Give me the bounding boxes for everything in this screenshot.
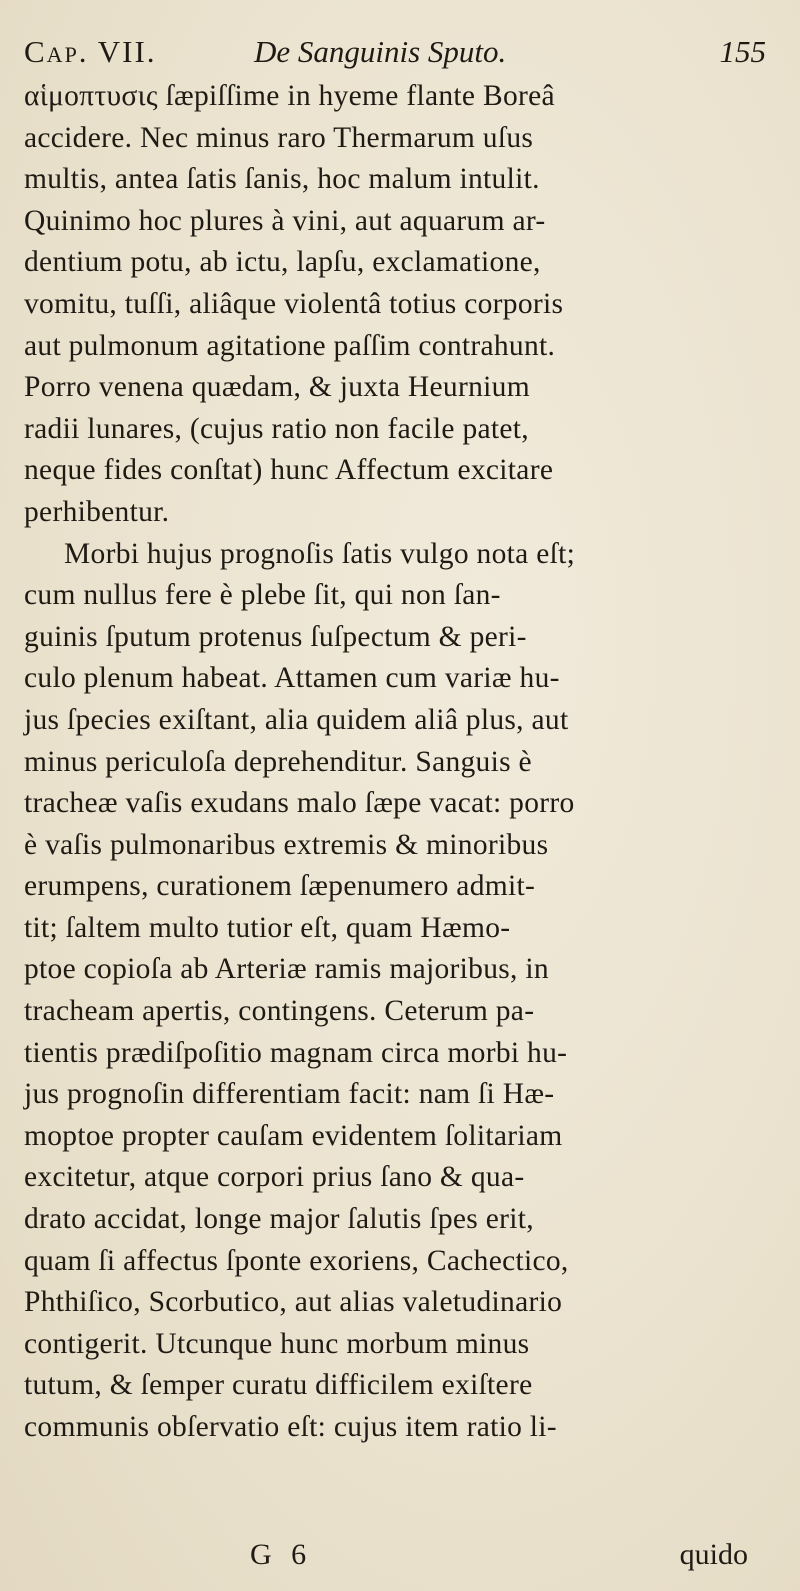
text-line: culo plenum habeat. Attamen cum variæ hu- bbox=[24, 662, 560, 695]
text-line: dentium potu, ab ictu, lapſu, exclamatione, bbox=[24, 246, 541, 279]
text-line: tientis prædiſpoſitio magnam circa morbi hu- bbox=[24, 1036, 568, 1069]
running-title: De Sanguinis Sputo. bbox=[254, 34, 507, 69]
running-header bbox=[24, 30, 776, 74]
text-line: ptoe copioſa ab Arteriæ ramis majoribus, in bbox=[24, 953, 549, 986]
chapter-label: Cap. VII. bbox=[24, 34, 157, 69]
text-line: radii lunares, (cujus ratio non facile patet, bbox=[24, 412, 529, 445]
text-line: moptoe propter cauſam evidentem ſolitariam bbox=[24, 1119, 563, 1152]
page-footer bbox=[24, 1533, 776, 1577]
text-line: Phthiſico, Scorbutico, aut alias valetudinario bbox=[24, 1286, 563, 1319]
text-line: accidere. Nec minus raro Thermarum uſus bbox=[24, 121, 534, 154]
text-line: tracheam apertis, contingens. Ceterum pa- bbox=[24, 995, 535, 1028]
text-line: jus prognoſin differentiam facit: nam ſi Hæ- bbox=[24, 1078, 555, 1111]
body-text bbox=[24, 76, 784, 1449]
text-line: cum nullus fere è plebe ſit, qui non ſan- bbox=[24, 579, 501, 612]
text-line: tit; ſaltem multo tutior eſt, quam Hæmo- bbox=[24, 911, 511, 944]
text-line: multis, antea ſatis ſanis, hoc malum intulit. bbox=[24, 163, 540, 196]
text-line: aut pulmonum agitatione paſſim contrahunt. bbox=[24, 329, 556, 362]
text-line: minus periculoſa deprehenditur. Sanguis è bbox=[24, 745, 532, 778]
text-line: è vaſis pulmonaribus extremis & minoribus bbox=[24, 828, 549, 861]
text-line: Porro venena quædam, & juxta Heurnium bbox=[24, 371, 530, 404]
text-line: neque fides conſtat) hunc Affectum excitare bbox=[24, 454, 554, 487]
text-line: excitetur, atque corpori prius ſano & qua- bbox=[24, 1161, 525, 1194]
text-line: Quinimo hoc plures à vini, aut aquarum ar- bbox=[24, 204, 546, 237]
text-line: quam ſi affectus ſponte exoriens, Cachectico, bbox=[24, 1244, 569, 1277]
text-line: αἱμοπτυσις ſæpiſſime in hyeme flante Boreâ bbox=[24, 80, 555, 112]
text-line: contigerit. Utcunque hunc morbum minus bbox=[24, 1327, 530, 1360]
text-line: tutum, & ſemper curatu difficilem exiſtere bbox=[24, 1369, 533, 1402]
text-line: erumpens, curationem ſæpenumero admit- bbox=[24, 870, 536, 903]
text-line: perhibentur. bbox=[24, 495, 170, 528]
text-line: jus ſpecies exiſtant, alia quidem aliâ plus, aut bbox=[24, 703, 569, 736]
text-line: communis obſervatio eſt: cujus item ratio li- bbox=[24, 1411, 557, 1443]
page-number: 155 bbox=[719, 34, 766, 69]
text-line: tracheæ vaſis exudans malo ſæpe vacat: porro bbox=[24, 787, 575, 820]
text-line: guinis ſputum protenus ſuſpectum & peri- bbox=[24, 620, 527, 653]
catchword: quido bbox=[679, 1538, 748, 1571]
signature-mark: G 6 bbox=[250, 1538, 313, 1571]
text-line: drato accidat, longe major ſalutis ſpes erit, bbox=[24, 1203, 534, 1236]
paragraph-start-line: Morbi hujus prognoſis ſatis vulgo nota eſt; bbox=[64, 537, 576, 570]
text-line: vomitu, tuſſi, aliâque violentâ totius corporis bbox=[24, 287, 564, 320]
